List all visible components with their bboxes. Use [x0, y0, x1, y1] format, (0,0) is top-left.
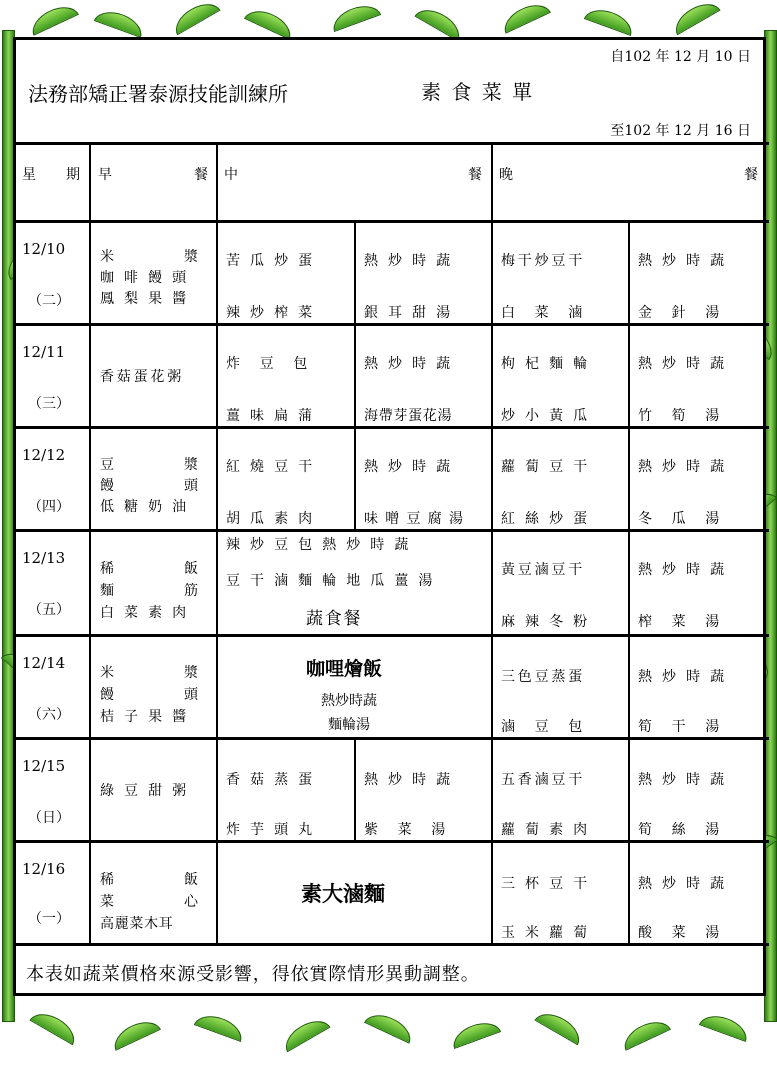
- lunch-dish: 胡 瓜 素 肉: [226, 511, 315, 527]
- row-date: 12/15: [22, 757, 66, 775]
- breakfast-cell: 米 漿 咖 啡 饅 頭 鳳 梨 果 醬: [100, 249, 201, 307]
- col-breakfast-a: 早: [98, 167, 112, 183]
- menu-frame: [13, 37, 766, 996]
- page-title: 素 食 菜 單: [421, 80, 535, 104]
- col-breakfast-b: 餐: [194, 167, 208, 183]
- col-lunch-a: 中: [224, 167, 238, 183]
- dinner-dish: 五香滷豆干: [501, 772, 585, 788]
- dinner-dish: 炒 小 黃 瓜: [501, 408, 590, 424]
- dinner-dish: 玉 米 蘿 蔔: [501, 925, 590, 941]
- divider: [16, 142, 769, 145]
- divider: [16, 634, 769, 637]
- row-weekday: （三）: [28, 396, 70, 412]
- dinner-dish: 黃豆滷豆干: [501, 562, 585, 578]
- lunch-line: 辣 炒 豆 包 熱 炒 時 蔬: [226, 537, 412, 553]
- divider: [16, 323, 769, 326]
- row-weekday: （六）: [28, 707, 70, 723]
- divider: [16, 840, 769, 843]
- lunch-main: 咖哩燴飯: [306, 658, 383, 680]
- col-dinner-b: 餐: [744, 167, 758, 183]
- breakfast-cell: 豆 漿 饅 頭 低 糖 奶 油: [100, 457, 201, 515]
- dinner-dish: 麻 辣 冬 粉: [501, 614, 590, 630]
- breakfast-cell: 米 漿 饅 頭 桔 子 果 醬: [100, 665, 201, 725]
- col-weekday-b: 期: [66, 167, 80, 183]
- dinner-dish: 筍 干 湯: [638, 719, 722, 735]
- row-date: 12/12: [22, 446, 66, 464]
- row-date: 12/10: [22, 240, 66, 258]
- lunch-dish: 熱 炒 時 蔬: [364, 356, 453, 372]
- dinner-dish: 熱 炒 時 蔬: [638, 772, 727, 788]
- row-weekday: （四）: [28, 499, 70, 515]
- lunch-dish: 辣 炒 榨 菜: [226, 305, 315, 321]
- dinner-dish: 蘿 蔔 素 肉: [501, 822, 590, 838]
- row-weekday: （五）: [28, 602, 70, 618]
- date-from: 自102 年 12 月 10 日: [610, 49, 751, 65]
- lunch-dish: 苦 瓜 炒 蛋: [226, 253, 315, 269]
- dinner-dish: 酸 菜 湯: [638, 925, 722, 941]
- dinner-dish: 榨 菜 湯: [638, 614, 722, 630]
- dinner-dish: 梅干炒豆干: [501, 253, 585, 269]
- lunch-dish: 炸 豆 包: [226, 356, 310, 372]
- lunch-dish: 薑 味 扁 蒲: [226, 408, 315, 424]
- col-weekday-a: 星: [22, 167, 36, 183]
- dinner-dish: 三 杯 豆 干: [501, 876, 590, 892]
- lunch-dish: 熱 炒 時 蔬: [364, 772, 453, 788]
- row-weekday: （日）: [28, 810, 70, 826]
- lunch-dish: 紫 菜 湯: [364, 822, 448, 838]
- col-lunch-b: 餐: [468, 167, 482, 183]
- dinner-dish: 金 針 湯: [638, 305, 722, 321]
- lunch-dish: 炸 芋 頭 丸: [226, 822, 315, 838]
- divider: [16, 529, 769, 532]
- lunch-special: 蔬食餐: [306, 609, 363, 629]
- dinner-dish: 枸 杞 麵 輪: [501, 356, 590, 372]
- dinner-dish: 熱 炒 時 蔬: [638, 253, 727, 269]
- dinner-dish: 三色豆蒸蛋: [501, 669, 585, 685]
- dinner-dish: 熱 炒 時 蔬: [638, 356, 727, 372]
- lunch-dish: 紅 燒 豆 干: [226, 459, 315, 475]
- dinner-dish: 蘿 蔔 豆 干: [501, 459, 590, 475]
- dinner-dish: 熱 炒 時 蔬: [638, 562, 727, 578]
- divider: [16, 220, 769, 223]
- footer-notice: 本表如蔬菜價格來源受影響，得依實際情形異動調整。: [26, 964, 480, 985]
- row-weekday: （二）: [28, 293, 70, 309]
- org-name: 法務部矯正署泰源技能訓練所: [28, 82, 288, 106]
- lunch-dish: 熱 炒 時 蔬: [364, 459, 453, 475]
- lunch-dish: 銀 耳 甜 湯: [364, 305, 453, 321]
- lunch-dish: 味 噌 豆 腐 湯: [364, 511, 465, 527]
- lunch-dish: 熱 炒 時 蔬: [364, 253, 453, 269]
- breakfast-cell: 綠 豆 甜 粥: [100, 783, 189, 799]
- divider: [16, 943, 769, 946]
- lunch-dish: 海帶芽蛋花湯: [364, 408, 453, 424]
- dinner-dish: 熱 炒 時 蔬: [638, 669, 727, 685]
- breakfast-cell: 稀 飯 麵 筋 白 菜 素 肉: [100, 561, 201, 621]
- dinner-dish: 冬 瓜 湯: [638, 511, 722, 527]
- row-weekday: （一）: [28, 911, 70, 927]
- row-date: 12/14: [22, 654, 66, 672]
- lunch-main: 素大滷麵: [301, 881, 385, 906]
- dinner-dish: 筍 絲 湯: [638, 822, 722, 838]
- row-date: 12/16: [22, 860, 66, 878]
- row-date: 12/13: [22, 549, 66, 567]
- breakfast-cell: 稀 飯 菜 心 高麗菜木耳: [100, 872, 201, 932]
- breakfast-cell: 香菇蛋花粥: [100, 369, 184, 385]
- dinner-dish: 滷 豆 包: [501, 719, 585, 735]
- divider: [16, 737, 769, 740]
- dinner-dish: 紅 絲 炒 蛋: [501, 511, 590, 527]
- dinner-dish: 白 菜 滷: [501, 305, 585, 321]
- row-date: 12/11: [22, 343, 66, 361]
- dinner-dish: 熱 炒 時 蔬: [638, 459, 727, 475]
- lunch-sub: 熱炒時蔬: [321, 693, 377, 709]
- dinner-dish: 竹 筍 湯: [638, 408, 722, 424]
- date-to: 至102 年 12 月 16 日: [610, 123, 751, 139]
- lunch-dish: 香 菇 蒸 蛋: [226, 772, 315, 788]
- lunch-sub: 麵輪湯: [328, 717, 370, 733]
- divider: [16, 426, 769, 429]
- dinner-dish: 熱 炒 時 蔬: [638, 876, 727, 892]
- lunch-line: 豆 干 滷 麵 輪 地 瓜 薑 湯: [226, 573, 436, 589]
- col-dinner-a: 晚: [499, 167, 513, 183]
